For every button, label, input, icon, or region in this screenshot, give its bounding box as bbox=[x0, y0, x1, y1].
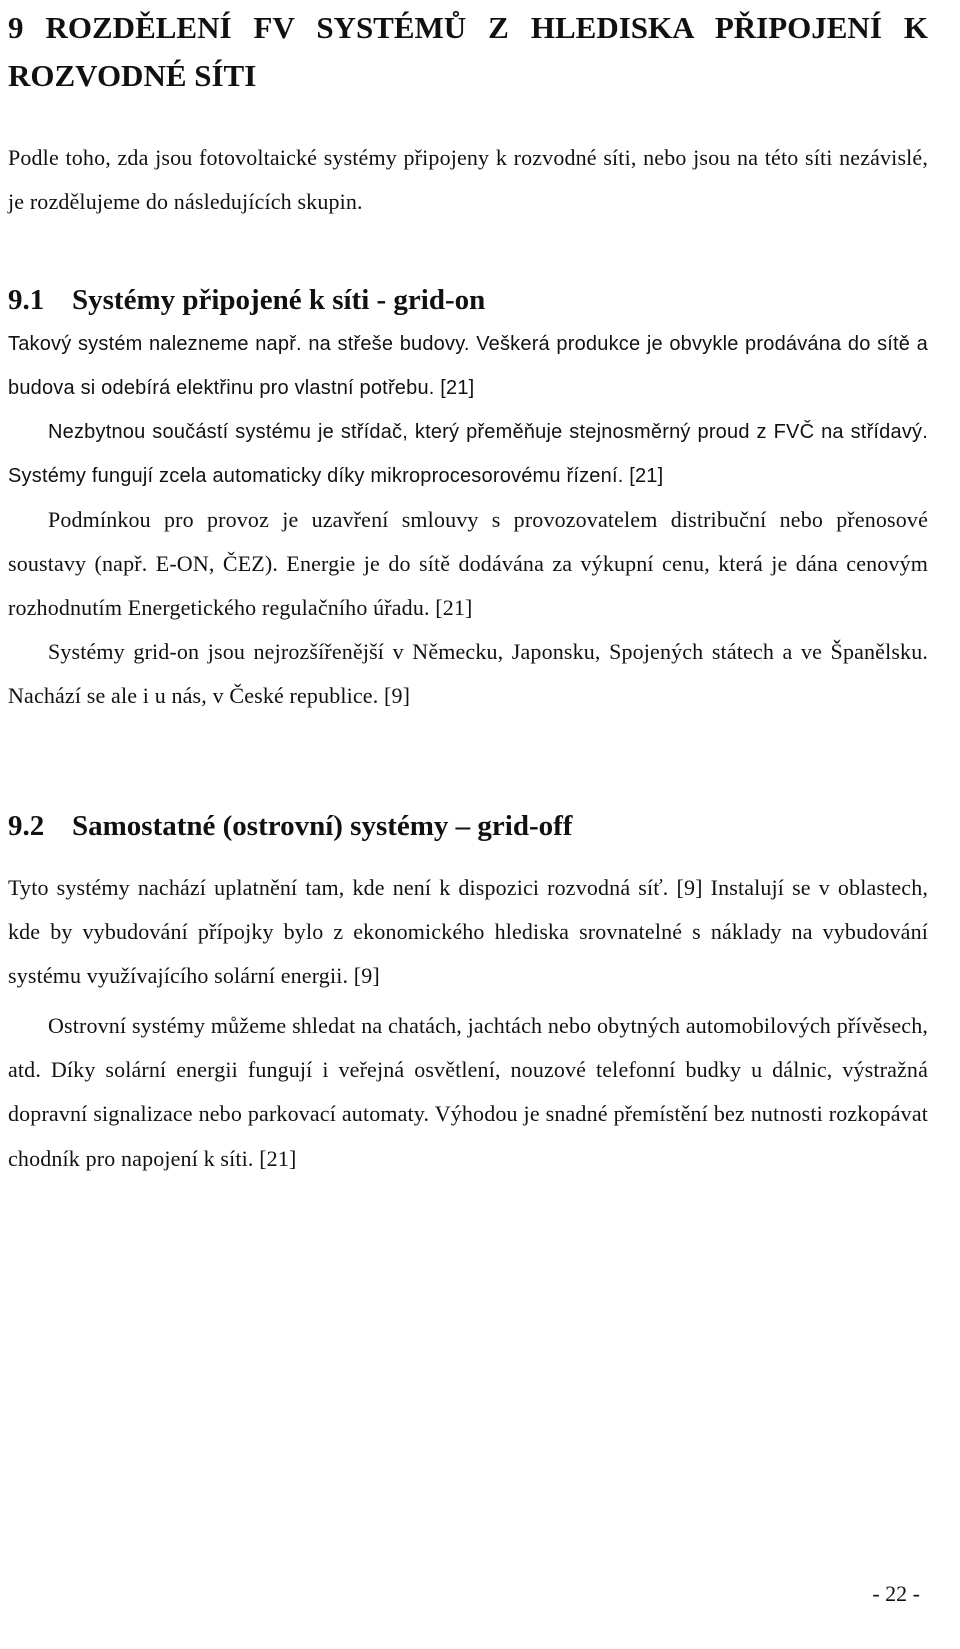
section-heading-9-2 bbox=[8, 808, 572, 844]
section-9-2-paragraph: Ostrovní systémy můžeme shledat na chatách, jachtách nebo obytných automobilových přívěsech, atd. Díky solární energii fungují i veřejná osvětlení, nouzové telefonní budky u dálnic, výstražná dopravní signalizace nebo parkovací automaty. Výhodou je snadné přemístění bez nutnosti rozkopávat chodník pro napojení k síti. [21] bbox=[8, 1013, 928, 1171]
section-title: Samostatné (ostrovní) systémy – grid-off bbox=[72, 810, 573, 842]
section-9-2-paragraph: Tyto systémy nachází uplatnění tam, kde není k dispozici rozvodná síť. [9] Instalují se v oblastech, kde by vybudování přípojky bylo z ekonomického hlediska srovnatelné s náklady na vybudování systému využívajícího solární energii. [9] bbox=[8, 875, 928, 989]
page-number: - 22 - bbox=[872, 1581, 920, 1606]
section-9-1-paragraph: Podmínkou pro provoz je uzavření smlouvy s provozovatelem distribuční nebo přenosové soustavy (např. E-ON, ČEZ). Energie je do sítě dodávána za výkupní cenu, která je dána cenovým rozhodnutím Energetického regulačního úřadu. [21] bbox=[8, 507, 928, 621]
section-number: 9.1 bbox=[8, 284, 45, 316]
chapter-intro: Podle toho, zda jsou fotovoltaické systémy připojeny k rozvodné síti, nebo jsou na této síti nezávislé, je rozdělujeme do následujících skupin. bbox=[8, 145, 928, 215]
chapter-title: 9 ROZDĚLENÍ FV SYSTÉMŮ Z HLEDISKA PŘIPOJENÍ K ROZVODNÉ SÍTI bbox=[8, 10, 928, 93]
section-number: 9.2 bbox=[8, 810, 45, 842]
section-title: Systémy připojené k síti - grid-on bbox=[72, 284, 486, 316]
section-9-1-paragraph: Nezbytnou součástí systému je střídač, který přeměňuje stejnosměrný proud z FVČ na střídavý. Systémy fungují zcela automaticky díky mikroprocesorovému řízení. [21] bbox=[8, 421, 928, 488]
section-9-1-paragraph: Takový systém nalezneme např. na střeše budovy. Veškerá produkce je obvykle prodávána do sítě a budova si odebírá elektřinu pro vlastní potřebu. [21] bbox=[8, 333, 928, 400]
section-9-1-paragraph: Systémy grid-on jsou nejrozšířenější v Německu, Japonsku, Spojených státech a ve Španělsku. Nachází se ale i u nás, v České republice. [9] bbox=[8, 639, 928, 709]
section-heading-9-1 bbox=[8, 282, 485, 318]
